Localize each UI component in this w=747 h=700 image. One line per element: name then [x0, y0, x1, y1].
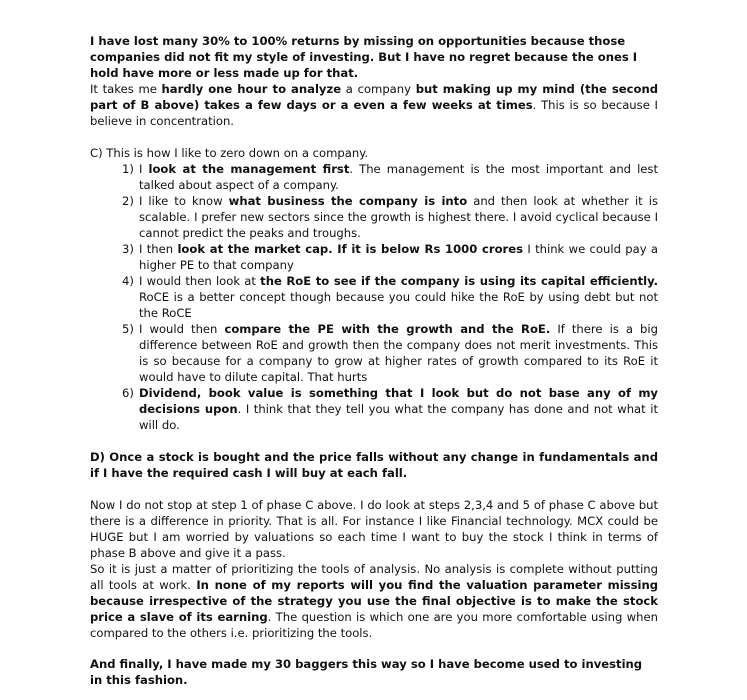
list-item: 6) Dividend, book value is something that I look but do not base any of my decisions upon. I think that they tell you what the company has done and not what it will do. [122, 386, 658, 432]
priority-paragraph: Now I do not stop at step 1 of phase C above. I do look at steps 2,3,4 and 5 of phase C above but there is a difference in priority. That is all. For instance I like Financial technology. MCX could be HUGE but I am worried by valuations so each time I want to buy the stock I think in terms of phase B above and give it a pass. [90, 498, 658, 560]
intro-paragraph: It takes me hardly one hour to analyze a company but making up my mind (the second part of B above) takes a few days or a even a few weeks at times. This is so because I believe in concentration. [90, 82, 658, 128]
list-item: 4) I would then look at the RoE to see if the company is using its capital efficiently. RoCE is a better concept though because you could hike the RoE by using debt but not the RoCE [122, 274, 658, 320]
list-item: 2) I like to know what business the company is into and then look at whether it is scalable. I prefer new sectors since the growth is highest there. I avoid cyclical because I cannot predict the peaks and troughs. [122, 194, 658, 240]
document-page [90, 33, 658, 688]
list-item: 1) I look at the management first. The management is the most important and lest talked about aspect of a company. [122, 162, 659, 192]
list-item: 3) I then look at the market cap. If it is below Rs 1000 crores I think we could pay a higher PE to that company [122, 242, 659, 272]
section-c-list [90, 161, 658, 433]
list-item: 5) I would then compare the PE with the growth and the RoE. If there is a big difference between RoE and growth then the company does not merit investments. This is so because for a company to grow at higher rates of growth compared to its RoE it would have to dilute capital. That hurts [122, 322, 659, 384]
closing-statement: And finally, I have made my 30 baggers this way so I have become used to investing in this fashion. [90, 657, 643, 687]
section-d-statement: D) Once a stock is bought and the price falls without any change in fundamentals and if I have the required cash I will buy at each fall. [90, 450, 658, 480]
section-c-heading: C) This is how I like to zero down on a company. [90, 146, 369, 160]
intro-bold-statement: I have lost many 30% to 100% returns by missing on opportunities because those companies did not fit my style of investing. But I have no regret because the ones I hold have more or less made up for that. [90, 34, 638, 80]
tools-paragraph: So it is just a matter of prioritizing the tools of analysis. No analysis is complete without putting all tools at work. In none of my reports will you find the valuation parameter missing because irrespective of the strategy you use the final objective is to make the stock price a slave of its earning. The question is which one are you more comfortable using when compared to the others i.e. prioritizing the tools. [90, 562, 658, 640]
